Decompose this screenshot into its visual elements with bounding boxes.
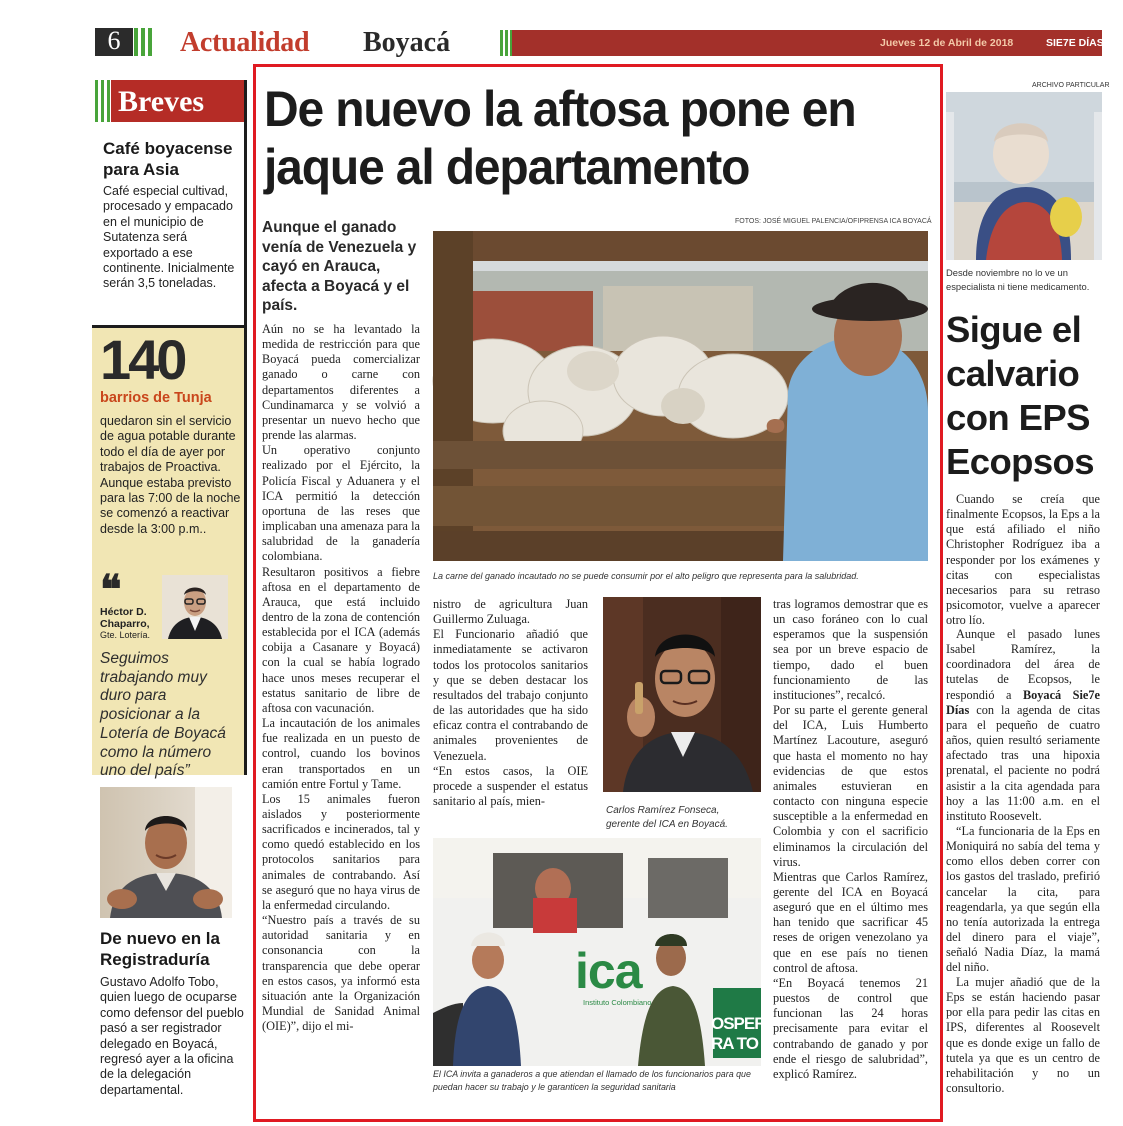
photo-caption: Desde noviembre no lo ve un especialista ni tiene medicamento. xyxy=(946,267,1090,292)
section-title: Actualidad xyxy=(180,27,310,58)
quote-author: Héctor D. Chaparro, xyxy=(100,606,150,630)
brief-text: Café especial cultivad, procesado y empacado en el municipio de Sutatenza será exportado a ese continente. Inicialmente serán 3,5 toneladas. xyxy=(103,184,235,291)
article-column-3: tras logramos demostrar que es un caso foráneo con lo cual esperamos que la suspensión sea por un breve espacio de tiempo, dado el buen funcionamiento de las instituciones”, recalcó. Por su parte el gerente general del ICA, Luis Humberto Martínez Lacouture, aseguró que hasta el momento no hay evidencias de que estos animales estuvieran en contacto con ninguna especie susceptible a la enfermedad en Colombia y con el sacrificio eliminamos la circulación del virus. Mientras que Carlos Ramírez, gerente del ICA en Boyacá aseguró que en el último mes han tenido que sacrificar 45 reses de origen venezolano ya que en ese país no tienen control de aftosa. “En Boyacá tenemos 21 puestos de control que funcionan las 24 horas precisamente para evitar el contrabando de ganado y por ende el riesgo de salubridad”, explicó Ramírez. xyxy=(773,597,928,1081)
brief-title: Café boyacense para Asia xyxy=(103,139,233,179)
truck-logo-subtext: Instituto Colombiano xyxy=(583,998,652,1007)
side-paragraph xyxy=(946,627,1100,824)
official-photo xyxy=(603,597,761,792)
header-bar xyxy=(512,30,1102,56)
brief-text: quedaron sin el servicio de agua potable durante todo el día de ayer por trabajos de Proactiva. Aunque estaba previsto para las 7:00 de la noche se comenzó a reactivar desde la 3:00 p.m.. xyxy=(100,414,241,536)
photo-credit: FOTOS: JOSÉ MIGUEL PALENCIA/OFIPRENSA ICA BOYACÁ xyxy=(735,218,932,225)
cattle-photo xyxy=(433,231,928,561)
header-bar-strip xyxy=(500,30,512,56)
quote-mark-icon: ❝ xyxy=(100,567,122,612)
article-column-2: nistro de agricultura Juan Guillermo Zuluaga. El Funcionario añadió que inmediatamente se activaron todos los protocolos sanitarios y que se deben destacar los resultados del trabajo conjunto de las autoridades que ha sido eficaz contra el contrabando de animales provenientes de Venezuela. “En estos casos, la OIE procede a suspender el estatus sanitario al país, mien- xyxy=(433,597,588,809)
portrait-photo xyxy=(162,575,228,639)
side-paragraph: “La funcionaria de la Eps en Moniquirá no sabía del tema y como ellos deben correr con los gastos del traslado, prefirió cancelar la cita, para reagendarla, ya que según ella no tenía autorizada la entrega del dinero para el viaje”, señaló Nadia Díaz, la mamá del niño. xyxy=(946,824,1100,975)
article-lead: Aunque el ganado venía de Venezuela y cayó en Arauca, afecta a Boyacá y el país. xyxy=(262,219,417,314)
breves-tag-strip xyxy=(95,80,111,122)
photo-caption: Carlos Ramírez Fonseca, gerente del ICA en Boyacá. xyxy=(606,805,728,830)
breves-label: Breves xyxy=(118,85,205,118)
article-headline: De nuevo la aftosa pone en jaque al departamento xyxy=(264,81,856,195)
side-paragraph-text: con la agenda de citas para el pequeño de cuatro años, quien resultó seriamente afectado tras una hipoxia prenatal, el paciente no podrá asistir a la cita agendada para hoy a las 11:00 a.m. en el instituto Roosevelt. xyxy=(946,702,1100,823)
brief-number: 140 xyxy=(100,328,185,391)
header-brand: SIE7E DÍAS xyxy=(1046,37,1104,49)
truck-slogan: OSPERI RA TO xyxy=(711,1014,770,1053)
archive-credit: ARCHIVO PARTICULAR xyxy=(1032,82,1110,89)
truck-logo-text: ica xyxy=(575,943,642,999)
photo-caption: El ICA invita a ganaderos a que atiendan el llamado de los funcionarios para que puedan hacer su trabajo y le garanticen la seguridad sanitaria xyxy=(433,1069,751,1092)
quote-text: Seguimos trabajando muy duro para posicionar a la Lotería de Boyacá como la número uno del país” xyxy=(100,650,226,780)
region-title: Boyacá xyxy=(363,27,451,58)
header-green-strip xyxy=(134,28,154,56)
article-column-1: Aún no se ha levantado la medida de restricción para que Boyacá pueda comercializar ganado o carne con departamentos diferentes a Cundinamarca y se volvió a presentar un nuevo hecho que prende las alarmas. Un operativo conjunto realizado por el Ejército, la Policía Fiscal y Aduanera y el ICA permitió la detección oportuna de las reses que implicaban una amenaza para la salubridad de la ganadería colombiana. Resultaron positivos a fiebre aftosa en el departamento de Arauca, que está incluido dentro de la zona de contención establecida por el ICA (además cobija a Casanare y Boyacá) con la cual se había logrado hace unos meses recuperar el estatus sanitario de libre de aftosa con vacunación. La incautación de los animales fue realizada en un puesto de control, cuando los bovinos eran transportados en un camión entre Fortul y Tame. Los 15 animales fueron aislados y posteriormente sacrificados e incinerados, tal y como quedó establecido en los protocolos sanitarios para animales de contrabando. Así se aseguró que no haya virus de la enfermedad circulando. “Nuestro país a través de su autoridad sanitaria y en consonancia con la transparencia que debe operar en estos casos, ya informó esta situación ante la Organización Mundial de Sanidad Animal (OIE)”, dijo el mi- xyxy=(262,322,420,1034)
side-paragraph-text: Aunque el pasado lunes Isabel Ramírez, la coordinadora del área de tutelas de Ecopsos, le respondió a xyxy=(946,627,1100,702)
brief-title: De nuevo en la Registraduría xyxy=(100,929,220,969)
page-number: 6 xyxy=(107,26,121,55)
quote-role: Gte. Lotería. xyxy=(100,630,151,640)
brief-text: Gustavo Adolfo Tobo, quien luego de ocuparse como defensor del pueblo pasó a ser registrador delegado en Boyacá, regresó ayer a la oficina de la delegación departamental. xyxy=(100,975,244,1097)
brand-mention: Boyacá Sie7e Días xyxy=(946,687,1100,717)
registrar-photo xyxy=(100,787,232,918)
side-paragraph: La mujer añadió que de la Eps se están haciendo pasar por ella para pedir las citas en IPS, diferentes al Roosevelt que es donde exige un fallo de tutela ya que es un centro de rehabilitación y no un consultorio. xyxy=(946,975,1100,1096)
sidebar-divider xyxy=(244,80,247,325)
highlight-box-rule xyxy=(244,325,247,775)
side-paragraph: Cuando se creía que finalmente Ecopsos, la Eps a la que está afiliado el niño Christopher Rodríguez iba a responder por los exámenes y citas con especialistas necesarios para su retraso psicomotor, vuelve a aparecer otro lío. xyxy=(946,492,1100,628)
child-photo xyxy=(946,92,1102,260)
header-date: Jueves 12 de Abril de 2018 xyxy=(880,37,1014,49)
truck-photo xyxy=(433,838,770,1066)
side-headline: Sigue el calvario con EPS Ecopsos xyxy=(946,309,1094,482)
photo-caption: La carne del ganado incautado no se puede consumir por el alto peligro que representa para la salubridad. xyxy=(433,571,859,581)
brief-subtitle: barrios de Tunja xyxy=(100,390,212,406)
